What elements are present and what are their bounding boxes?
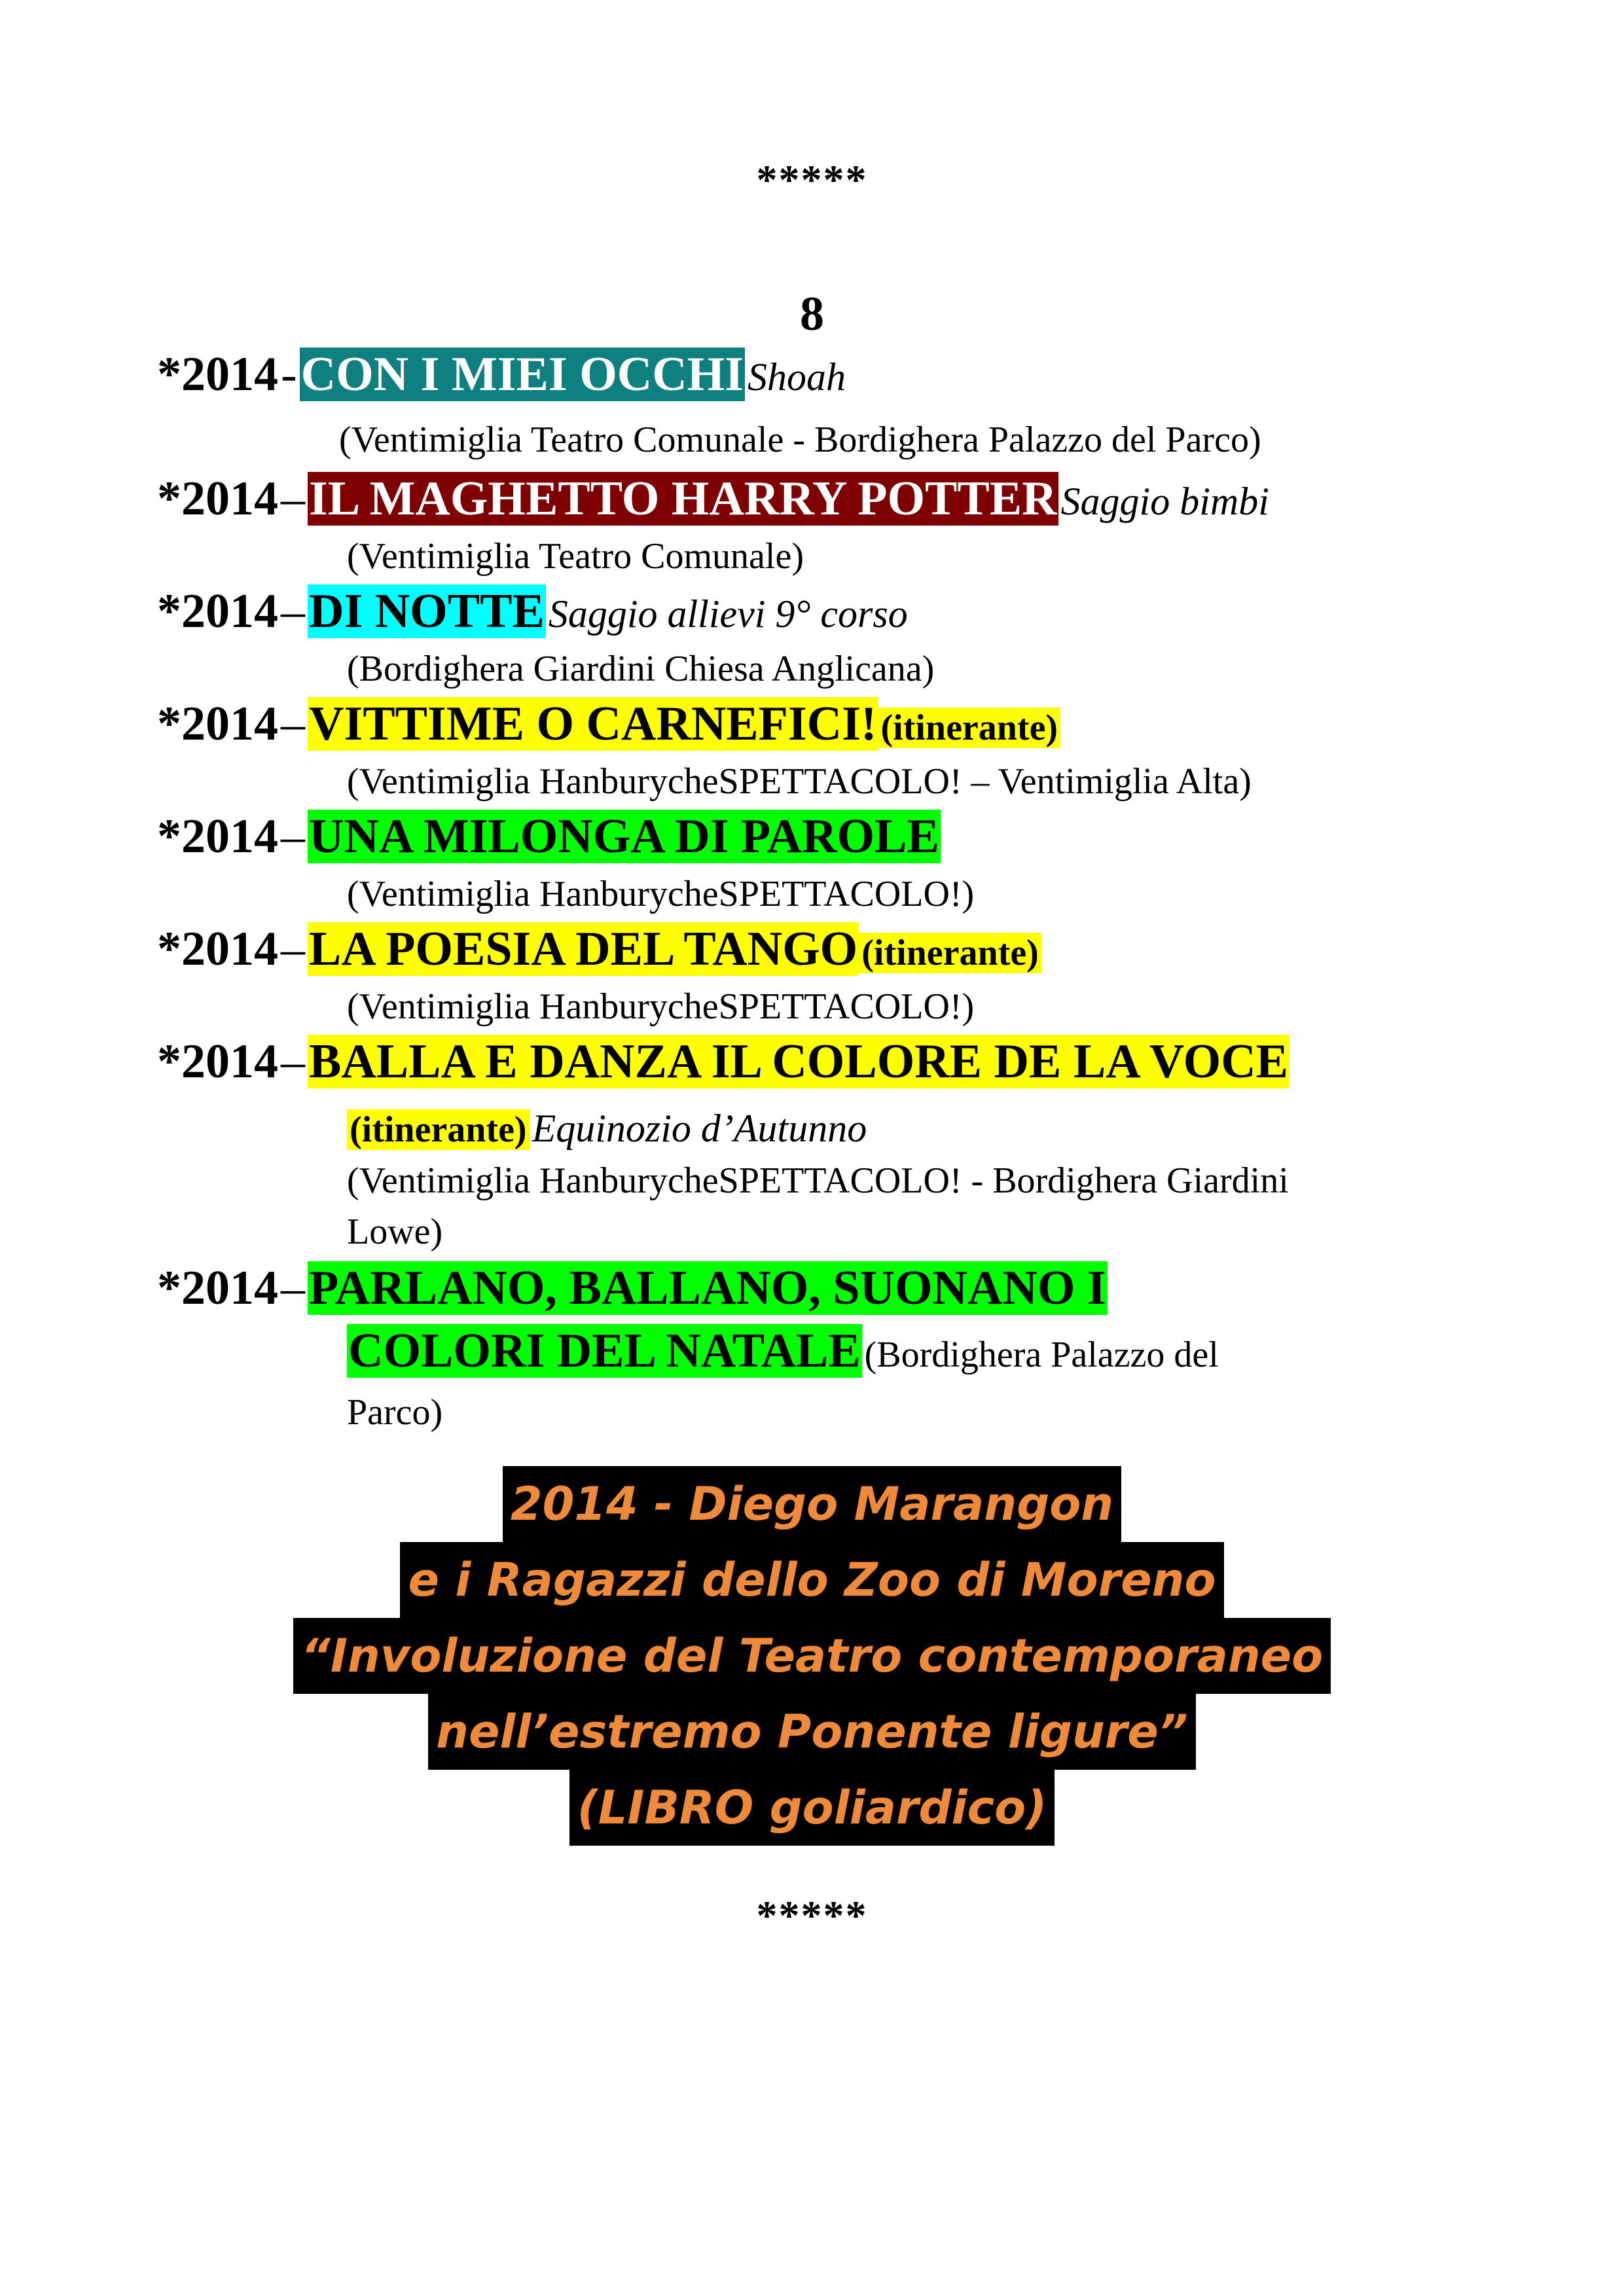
entry-1: [157, 346, 846, 403]
entry-title: UNA MILONGA DI PAROLE: [309, 810, 939, 863]
entry-year: *2014: [157, 1261, 278, 1315]
entry-separator: –: [281, 1035, 305, 1088]
entry-subtitle: Shoah: [748, 355, 846, 399]
entry-separator: –: [281, 810, 305, 863]
entry-5-venue: (Ventimiglia HanburycheSPETTACOLO!): [347, 874, 975, 914]
entry-8-line2: [347, 1322, 1219, 1380]
book-author: 2014 - Diego Marangon: [503, 1466, 1121, 1542]
entry-8-venue-line2: Parco): [347, 1392, 443, 1433]
entry-6-venue: (Ventimiglia HanburycheSPETTACOLO!): [347, 986, 975, 1027]
entry-2-venue: (Ventimiglia Teatro Comunale): [347, 536, 804, 577]
entry-year: *2014: [157, 584, 278, 638]
entry-4-venue: (Ventimiglia HanburycheSPETTACOLO! – Ventimiglia Alta): [347, 761, 1252, 802]
entry-separator: –: [281, 922, 305, 976]
entry-year: *2014: [157, 348, 278, 401]
entry-tag: (itinerante): [347, 1109, 530, 1150]
book-title-2: nell’estremo Ponente ligure”: [428, 1694, 1196, 1770]
entry-6: [157, 920, 1041, 978]
entry-title: IL MAGHETTO HARRY POTTER: [309, 472, 1057, 526]
page-number: 8: [800, 287, 824, 341]
entry-1-venue: (Ventimiglia Teatro Comunale - Bordighera Palazzo del Parco): [339, 420, 1261, 460]
entry-title: VITTIME O CARNEFICI!: [309, 697, 877, 751]
entry-tag: (itinerante): [859, 933, 1041, 973]
entry-year: *2014: [157, 922, 278, 976]
entry-tag: (itinerante): [878, 708, 1061, 748]
entry-subtitle: Equinozio d’Autunno: [532, 1107, 867, 1150]
entry-separator: –: [281, 1261, 305, 1315]
entry-7-venue-line2: Lowe): [347, 1211, 443, 1252]
book-line-4: [0, 1694, 1624, 1770]
entry-year: *2014: [157, 472, 278, 526]
entry-year: *2014: [157, 810, 278, 863]
entry-8: [157, 1259, 1108, 1317]
separator-stars-top: *****: [756, 156, 868, 203]
entry-year: *2014: [157, 1035, 278, 1088]
book-group: e i Ragazzi dello Zoo di Moreno: [400, 1542, 1223, 1618]
book-line-2: [0, 1542, 1624, 1618]
entry-8-venue-line1: (Bordighera Palazzo del: [864, 1335, 1219, 1375]
entry-year: *2014: [157, 697, 278, 751]
entry-4: [157, 695, 1060, 753]
book-line-5: [0, 1770, 1624, 1846]
entry-2: [157, 470, 1269, 528]
entry-separator: –: [281, 697, 305, 751]
entry-separator: –: [281, 584, 305, 638]
book-line-1: [0, 1466, 1624, 1542]
book-line-3: [0, 1618, 1624, 1694]
entry-separator: –: [281, 472, 305, 526]
entry-title: DI NOTTE: [309, 584, 545, 638]
entry-3-venue: (Bordighera Giardini Chiesa Anglicana): [347, 649, 935, 689]
entry-5: [157, 808, 941, 865]
book-type: (LIBRO goliardico): [569, 1770, 1055, 1846]
entry-7-venue-line1: (Ventimiglia HanburycheSPETTACOLO! - Bordighera Giardini: [347, 1160, 1289, 1201]
entry-separator: -: [281, 348, 297, 401]
book-title-1: “Involuzione del Teatro contemporaneo: [293, 1618, 1331, 1694]
entry-title-cont: COLORI DEL NATALE: [348, 1324, 861, 1378]
entry-title: BALLA E DANZA IL COLORE DE LA VOCE: [309, 1035, 1289, 1088]
entry-7: [157, 1033, 1290, 1090]
entry-title: CON I MIEI OCCHI: [300, 348, 744, 401]
separator-stars-bottom: *****: [756, 1892, 868, 1939]
entry-title: PARLANO, BALLANO, SUONANO I: [309, 1261, 1106, 1315]
entry-3: [157, 583, 908, 640]
entry-title: LA POESIA DEL TANGO: [309, 922, 858, 976]
entry-subtitle: Saggio bimbi: [1060, 480, 1269, 523]
entry-subtitle: Saggio allievi 9° corso: [548, 592, 908, 636]
entry-7-tag-line: [347, 1106, 867, 1151]
